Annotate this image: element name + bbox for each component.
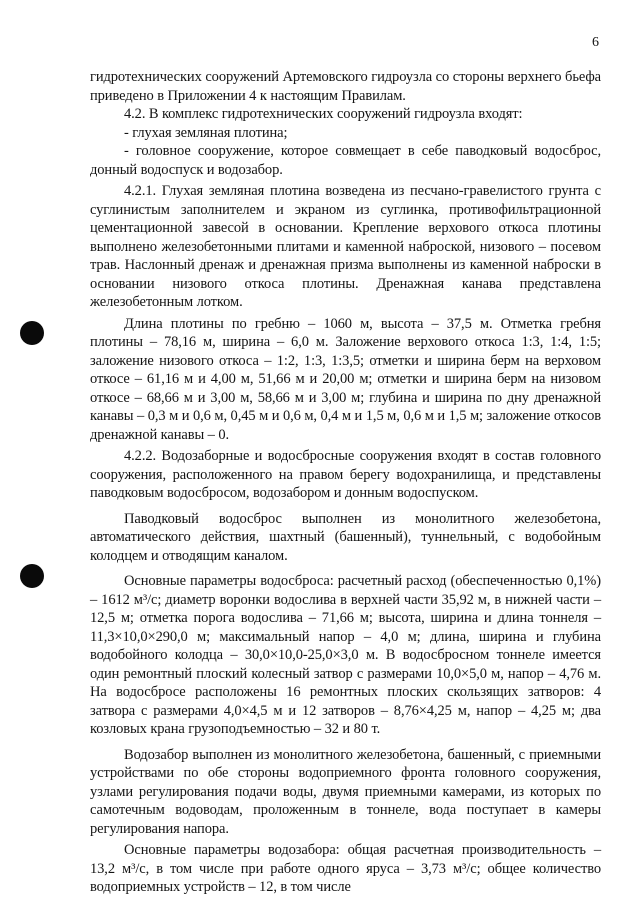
paragraph-section-4-2-1: 4.2.1. Глухая земляная плотина возведена из песчано-гравелистого грунта с суглинистым заполнителем и экраном из суглинка, противофильтрационной цементационной завесой в основании. Крепление верхового откоса плотины выполнено железобетонными плитами и каменной наброской, низового – посевом трав. Наслонный дренаж и дренажная призма выполнены из каменной наброски в основании низового откоса плотины. Дренажная канава представлена железобетонным лотком.: [90, 183, 601, 310]
list-item-dam: - глухая земляная плотина;: [124, 124, 288, 141]
list-item-head-structure: - головное сооружение, которое совмещает в себе паводковый водосброс, донный водоспуск и водозабор.: [90, 143, 601, 178]
paragraph-section-4-2: 4.2. В комплекс гидротехнических сооружений гидроузла входят:: [124, 106, 523, 122]
document-body: [90, 68, 601, 897]
paragraph-section-4-2-2: 4.2.2. Водозаборные и водосбросные сооружения входят в состав головного сооружения, расположенного на правом берегу водохранилища, и представлены паводковым водосбросом, водозабором и донным водоспуском.: [90, 448, 601, 501]
paragraph-intake-parameters: Основные параметры водозабора: общая расчетная производительность – 13,2 м³/с, в том числе при работе одного яруса – 3,73 м³/с; общее количество водоприемных устройств – 12, в том числе: [90, 842, 601, 895]
punch-hole: [20, 564, 44, 588]
paragraph-spillway-parameters: Основные параметры водосброса: расчетный расход (обеспеченностью 0,1%) – 1612 м³/с; диаметр воронки водослива в верхней части 35,92 м, в нижней части – 12,5 м; отметка порога водослива – 71,66 м; высота, ширина и длина тоннеля – 11,3×10,0×290,0 м; максимальный напор – 4,0 м; длина, ширина и глубина водобойного колодца – 30,0×10,0-25,0×3,0 м. В водосбросном тоннеле имеется один ремонтный плоский колесный затвор с размерами 10,0×5,0 м, напор – 4,76 м. На водосбросе расположены 16 ремонтных плоских скользящих затворов: 4 затвора с размерами 4,0×4,5 м и 12 затворов – 8,76×4,25 м, напор – 4,25 м; два козловых крана грузоподъемностью – 32 и 80 т.: [90, 573, 601, 737]
paragraph-water-intake: Водозабор выполнен из монолитного железобетона, башенный, с приемными устройствами по обе стороны водоприемного фронта головного сооружения, узлами регулирования подачи воды, двумя приемными камерами, из которых по самотечным водоводам, проложенным в тоннеле, вода поступает в камеры регулирования напора.: [90, 746, 601, 837]
punch-hole: [20, 321, 44, 345]
paragraph-spillway: Паводковый водосброс выполнен из монолитного железобетона, автоматического действия, шахтный (башенный), туннельный, с водобойным колодцем и отводящим каналом.: [90, 510, 601, 564]
page-number: 6: [592, 35, 599, 50]
paragraph-dam-dimensions: Длина плотины по гребню – 1060 м, высота – 37,5 м. Отметка гребня плотины – 78,16 м, ширина – 6,0 м. Заложение верхового откоса 1:3, 1:4, 1:5; заложение низового откоса – 1:2, 1:3, 1:3,5; отметки и ширина берм на верховом откосе – 61,16 м и 4,00 м, 51,66 м и 20,00 м; отметки и ширина берм на низовом откосе – 68,66 м и 3,00 м, 58,66 м и 3,00 м; глубина и ширина по дну дренажной канавы – 0,3 м и 0,6 м, 0,45 м и 0,6 м, 0,4 м и 1,5 м, 0,6 м и 1,5 м; заложение откосов дренажной канавы – 0.: [90, 315, 601, 443]
paragraph-continuation: гидротехнических сооружений Артемовского гидроузла со стороны верхнего бьефа приведено в Приложении 4 к настоящим Правилам.: [90, 69, 601, 104]
